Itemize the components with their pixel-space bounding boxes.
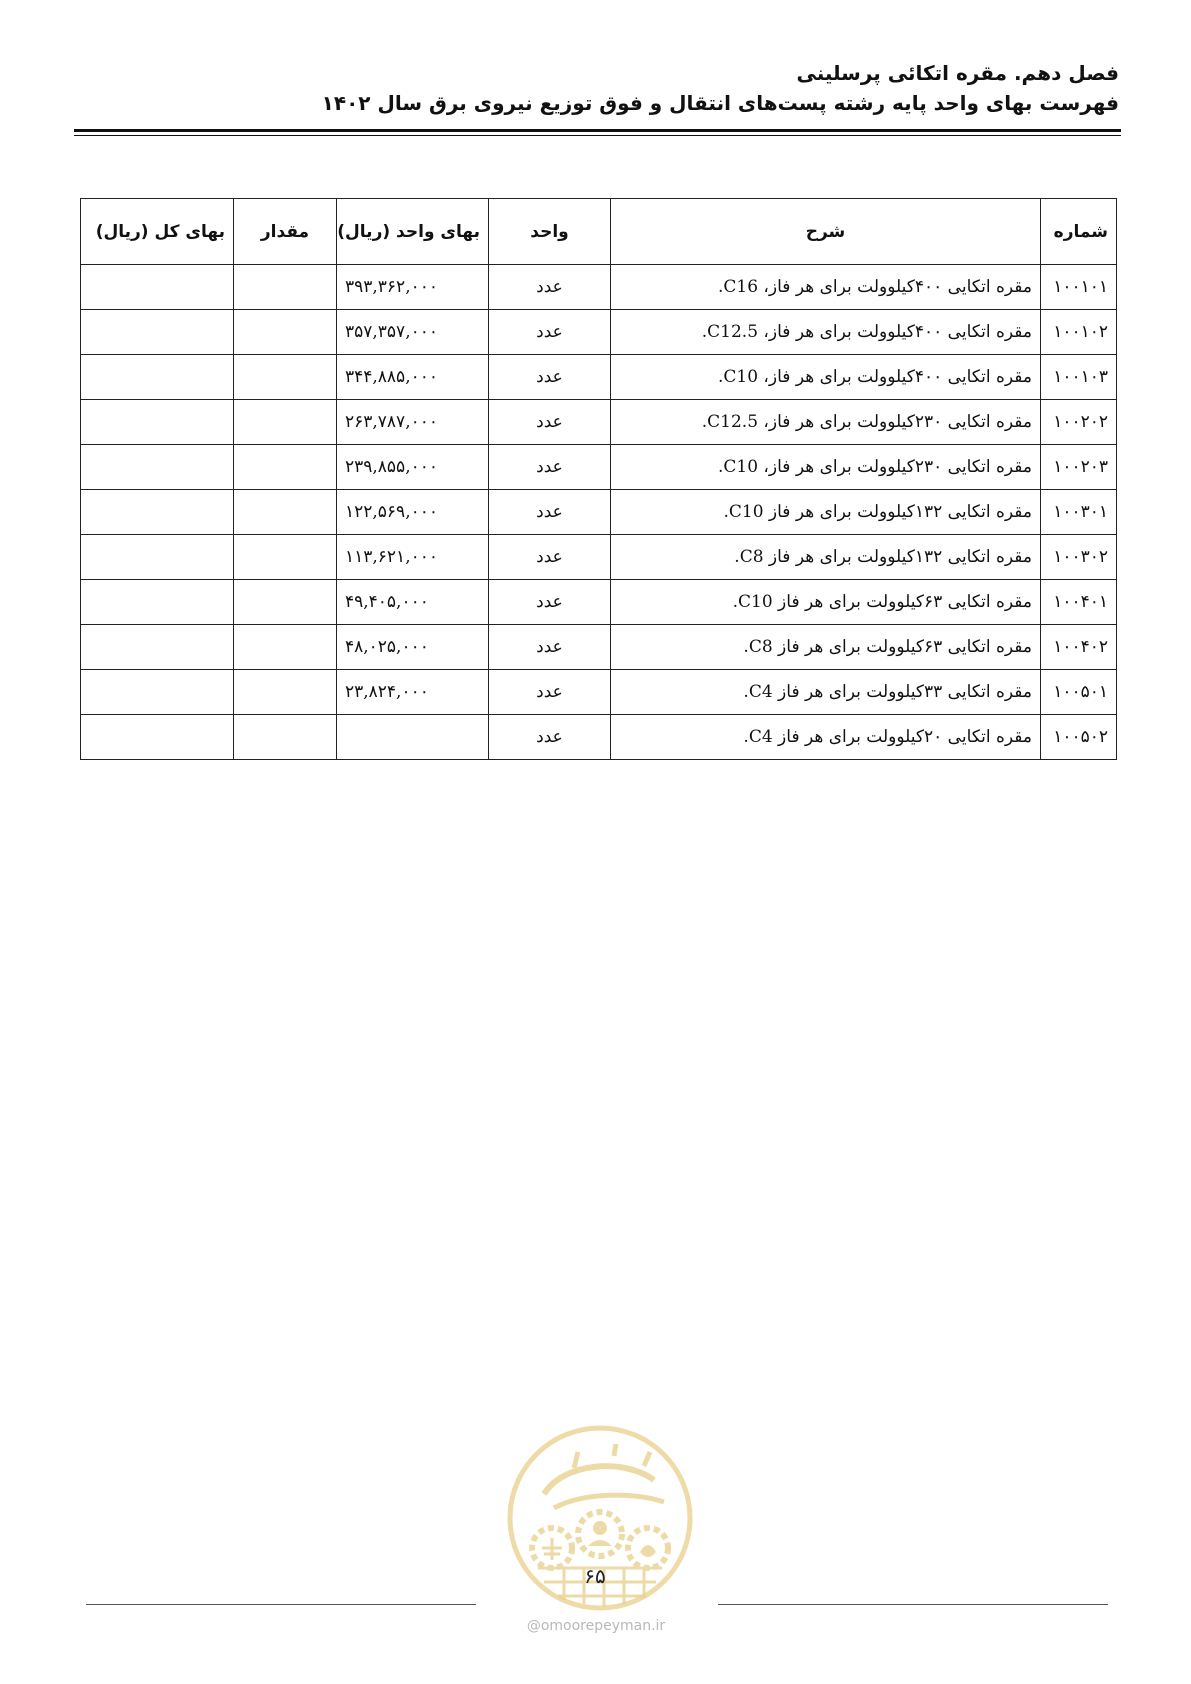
table-row [81, 670, 1117, 715]
table-row [81, 265, 1117, 310]
column-header-code: شماره [1041, 199, 1117, 265]
cell-unit-price: ۲۳۹,۸۵۵,۰۰۰ [337, 445, 489, 490]
cell-description: مقره اتکایی ۳۳کیلوولت برای هر فاز C4. [611, 670, 1041, 715]
chapter-title: فصل دهم. مقره اتکائی پرسلینی [796, 61, 1119, 85]
cell-unit-price: ۳۹۳,۳۶۲,۰۰۰ [337, 265, 489, 310]
cell-code: ۱۰۰۲۰۲ [1041, 400, 1117, 445]
cell-unit: عدد [489, 445, 611, 490]
cell-quantity [234, 400, 337, 445]
cell-unit-price: ۱۱۳,۶۲۱,۰۰۰ [337, 535, 489, 580]
cell-total-price [81, 265, 234, 310]
cell-description: مقره اتکایی ۴۰۰کیلوولت برای هر فاز، C12.5. [611, 310, 1041, 355]
cell-description: مقره اتکایی ۲۳۰کیلوولت برای هر فاز، C12.5. [611, 400, 1041, 445]
column-header-description: شرح [611, 199, 1041, 265]
cell-total-price [81, 535, 234, 580]
cell-description: مقره اتکایی ۲۳۰کیلوولت برای هر فاز، C10. [611, 445, 1041, 490]
cell-total-price [81, 310, 234, 355]
cell-unit-price: ۴۸,۰۲۵,۰۰۰ [337, 625, 489, 670]
cell-unit: عدد [489, 580, 611, 625]
cell-quantity [234, 535, 337, 580]
website-link[interactable]: @omoorepeyman.ir [526, 1618, 666, 1634]
cell-unit: عدد [489, 355, 611, 400]
cell-unit: عدد [489, 670, 611, 715]
cell-unit: عدد [489, 625, 611, 670]
footer-rule-right [718, 1604, 1108, 1605]
price-table [80, 198, 1117, 760]
cell-total-price [81, 490, 234, 535]
table-row [81, 490, 1117, 535]
page-header [69, 58, 1119, 118]
list-title: فهرست بهای واحد پایه رشته پست‌های انتقال و فوق توزیع نیروی برق سال ۱۴۰۲ [321, 91, 1119, 115]
cell-total-price [81, 400, 234, 445]
cell-quantity [234, 625, 337, 670]
cell-quantity [234, 490, 337, 535]
cell-quantity [234, 580, 337, 625]
table-row [81, 310, 1117, 355]
cell-quantity [234, 310, 337, 355]
cell-total-price [81, 355, 234, 400]
cell-code: ۱۰۰۵۰۲ [1041, 715, 1117, 760]
cell-total-price [81, 625, 234, 670]
header-rule-thin [74, 135, 1121, 136]
table-row [81, 715, 1117, 760]
cell-total-price [81, 670, 234, 715]
cell-code: ۱۰۰۳۰۱ [1041, 490, 1117, 535]
table-row [81, 535, 1117, 580]
cell-unit-price: ۳۵۷,۳۵۷,۰۰۰ [337, 310, 489, 355]
cell-quantity [234, 670, 337, 715]
table-row [81, 445, 1117, 490]
cell-description: مقره اتکایی ۴۰۰کیلوولت برای هر فاز، C16. [611, 265, 1041, 310]
table-row [81, 400, 1117, 445]
cell-description: مقره اتکایی ۶۳کیلوولت برای هر فاز C10. [611, 580, 1041, 625]
cell-quantity [234, 355, 337, 400]
cell-unit: عدد [489, 265, 611, 310]
cell-quantity [234, 715, 337, 760]
cell-quantity [234, 265, 337, 310]
cell-code: ۱۰۰۱۰۲ [1041, 310, 1117, 355]
cell-description: مقره اتکایی ۶۳کیلوولت برای هر فاز C8. [611, 625, 1041, 670]
table-row [81, 580, 1117, 625]
cell-code: ۱۰۰۱۰۳ [1041, 355, 1117, 400]
cell-description: مقره اتکایی ۴۰۰کیلوولت برای هر فاز، C10. [611, 355, 1041, 400]
cell-total-price [81, 445, 234, 490]
cell-unit: عدد [489, 400, 611, 445]
cell-total-price [81, 715, 234, 760]
cell-unit-price: ۲۳,۸۲۴,۰۰۰ [337, 670, 489, 715]
cell-code: ۱۰۰۳۰۲ [1041, 535, 1117, 580]
table-header-row [81, 199, 1117, 265]
cell-unit-price [337, 715, 489, 760]
cell-unit: عدد [489, 535, 611, 580]
cell-code: ۱۰۰۴۰۱ [1041, 580, 1117, 625]
cell-description: مقره اتکایی ۲۰کیلوولت برای هر فاز C4. [611, 715, 1041, 760]
cell-description: مقره اتکایی ۱۳۲کیلوولت برای هر فاز C10. [611, 490, 1041, 535]
cell-unit-price: ۱۲۲,۵۶۹,۰۰۰ [337, 490, 489, 535]
cell-unit-price: ۲۶۳,۷۸۷,۰۰۰ [337, 400, 489, 445]
footer-rule-left [86, 1604, 476, 1605]
column-header-unit-price: بهای واحد (ریال) [337, 199, 489, 265]
page-number: ۶۵ [584, 1564, 606, 1588]
column-header-quantity: مقدار [234, 199, 337, 265]
column-header-total-price: بهای کل (ریال) [81, 199, 234, 265]
cell-code: ۱۰۰۲۰۳ [1041, 445, 1117, 490]
cell-unit-price: ۳۴۴,۸۸۵,۰۰۰ [337, 355, 489, 400]
cell-unit: عدد [489, 490, 611, 535]
cell-unit-price: ۴۹,۴۰۵,۰۰۰ [337, 580, 489, 625]
cell-quantity [234, 445, 337, 490]
cell-code: ۱۰۰۱۰۱ [1041, 265, 1117, 310]
cell-code: ۱۰۰۵۰۱ [1041, 670, 1117, 715]
header-rule-thick [74, 129, 1121, 132]
table-row [81, 355, 1117, 400]
cell-total-price [81, 580, 234, 625]
cell-code: ۱۰۰۴۰۲ [1041, 625, 1117, 670]
column-header-unit: واحد [489, 199, 611, 265]
table-row [81, 625, 1117, 670]
cell-description: مقره اتکایی ۱۳۲کیلوولت برای هر فاز C8. [611, 535, 1041, 580]
cell-unit: عدد [489, 715, 611, 760]
cell-unit: عدد [489, 310, 611, 355]
